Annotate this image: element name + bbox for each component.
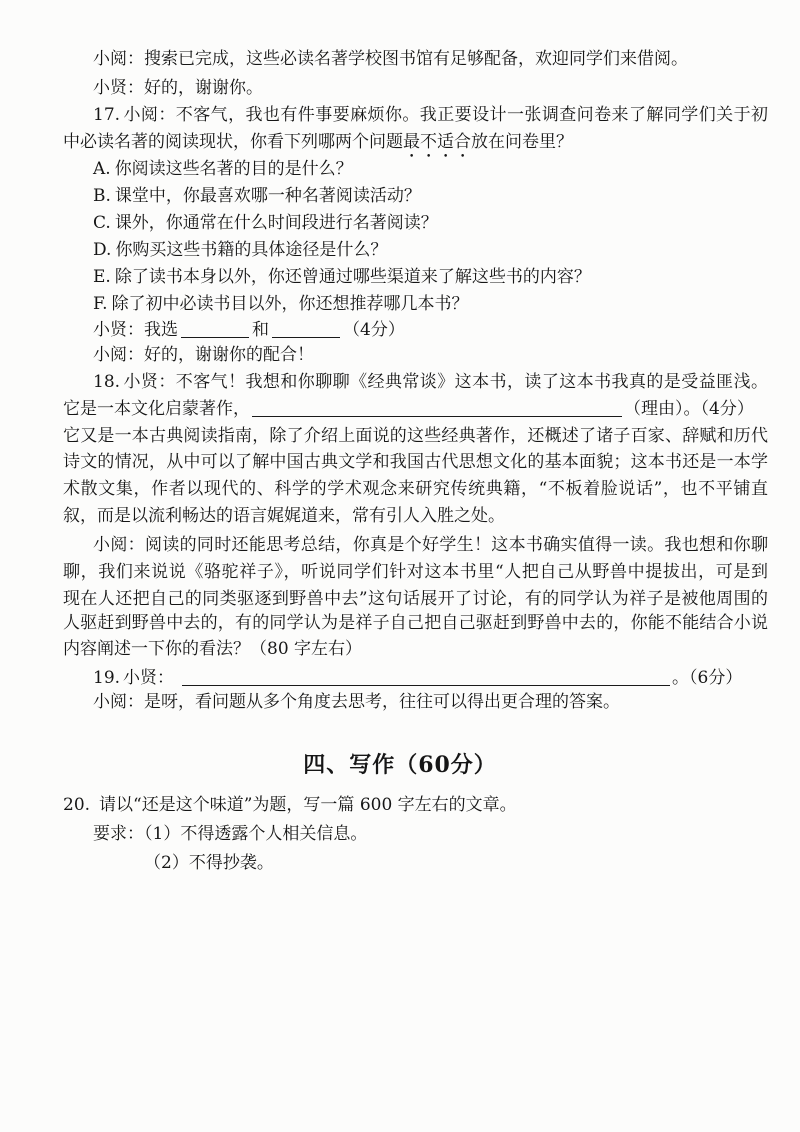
q19-answer-line xyxy=(93,665,742,692)
answer-blank-reason xyxy=(252,399,622,417)
option-text: 课堂中，你最喜欢哪一种名著阅读活动？ xyxy=(114,186,421,206)
q17-stem-line-2 xyxy=(63,129,573,156)
question-number-20: 20. xyxy=(63,795,91,815)
score-label: （4分） xyxy=(343,320,405,340)
requirement-item: （2）不得抄袭。 xyxy=(144,853,274,873)
q17-option-a xyxy=(93,156,353,183)
option-label: D. xyxy=(93,240,112,260)
q18-blank-prefix: 它是一本文化启蒙著作， xyxy=(63,399,250,419)
question-number-17: 17. xyxy=(93,105,121,125)
q17-stem-text: 放在问卷里？ xyxy=(471,132,573,152)
q17-option-f xyxy=(93,291,469,318)
dialogue-line: 小贤：好的，谢谢你。 xyxy=(93,78,263,98)
q17-stem-line-1 xyxy=(93,102,768,129)
q17-option-c xyxy=(93,210,438,237)
q18-text: 小贤：不客气！我想和你聊聊《经典常谈》这本书，读了这本书我真的是受益匪浅。 xyxy=(123,372,768,392)
option-label: C. xyxy=(93,213,111,233)
q20-prompt-text: 请以“还是这个味道”为题，写一篇 600 字左右的文章。 xyxy=(99,795,517,815)
option-text: 你购买这些书籍的具体途径是什么？ xyxy=(115,240,388,260)
answer-prefix: 小贤：我选 xyxy=(93,320,178,340)
requirement-item: （1）不得透露个人相关信息。 xyxy=(144,824,368,844)
option-text: 除了初中必读书目以外，你还想推荐哪几本书？ xyxy=(111,294,469,314)
q17-option-d xyxy=(93,237,387,264)
option-text: 除了读书本身以外，你还曾通过哪些渠道来了解这些书的内容？ xyxy=(114,267,591,287)
answer-blank-2 xyxy=(272,320,340,338)
q17-answer-line xyxy=(93,317,405,344)
option-label: F. xyxy=(93,294,108,314)
q17-option-e xyxy=(93,264,591,291)
q18-blank-line xyxy=(63,396,754,423)
option-label: B. xyxy=(93,186,111,206)
q19-prompt-line: 人驱赶到野兽中去的，有的同学认为是祥子自己把自己驱赶到野兽中去的，你能不能结合小说 xyxy=(63,613,768,633)
question-number-19: 19. xyxy=(93,668,121,688)
q18-passage-line: 术散文集，作者以现代的、科学的学术观念来研究传统典籍，“不板着脸说话”，也不平铺直 xyxy=(63,479,768,499)
q19-reply-line: 小阅：是呀，看问题从多个角度去思考，往往可以得出更合理的答案。 xyxy=(93,692,620,712)
answer-blank-1 xyxy=(181,320,249,338)
q18-passage-line: 叙，而是以流利畅达的语言娓娓道来，常有引人入胜之处。 xyxy=(63,506,505,526)
q20-requirement-line xyxy=(93,821,367,848)
q19-prompt-line: 内容阐述一下你的看法？（80 字左右） xyxy=(63,639,363,659)
option-label: E. xyxy=(93,267,111,287)
dialogue-line: 小阅：搜索已完成，这些必读名著学校图书馆有足够配备，欢迎同学们来借阅。 xyxy=(93,49,688,69)
score-label: 。（6分） xyxy=(672,668,743,688)
q17-reply-line: 小阅：好的，谢谢你的配合！ xyxy=(93,345,314,365)
q17-option-b xyxy=(93,183,421,210)
option-label: A. xyxy=(93,159,111,179)
option-text: 课外，你通常在什么时间段进行名著阅读？ xyxy=(114,213,438,233)
answer-blank-long xyxy=(182,668,670,686)
question-number-18: 18. xyxy=(93,372,121,392)
q17-emphasis-text: 最不适合 xyxy=(403,132,471,152)
q20-prompt-line xyxy=(63,792,517,819)
q19-prompt-line: 聊，我们来说说《骆驼祥子》，听说同学们针对这本书里“人把自己从野兽中提拔出，可是到 xyxy=(63,562,768,582)
q18-passage-line: 诗文的情况，从中可以了解中国古典文学和我国古代思想文化的基本面貌；这本书还是一本学 xyxy=(63,452,768,472)
q18-line-1 xyxy=(93,369,768,396)
answer-prefix: 小贤： xyxy=(123,668,175,688)
q17-stem-text: 小阅：不客气，我也有件事要麻烦你。我正要设计一张调查问卷来了解同学们关于初 xyxy=(123,105,768,125)
q19-prompt-line: 现在人还把自己的同类驱逐到野兽中去”这句话展开了讨论，有的同学认为祥子是被他周围的 xyxy=(63,589,768,609)
q17-stem-text: 中必读名著的阅读现状，你看下列哪两个问题 xyxy=(63,132,403,152)
section-heading-writing: 四、写作（60分） xyxy=(303,752,497,778)
q19-prompt-line: 小阅：阅读的同时还能思考总结，你真是个好学生！这本书确实值得一读。我也想和你聊 xyxy=(93,535,768,555)
option-text: 你阅读这些名著的目的是什么？ xyxy=(114,159,353,179)
answer-joiner: 和 xyxy=(252,320,269,340)
score-label: （理由）。（4分） xyxy=(624,399,754,419)
requirements-label: 要求： xyxy=(93,824,144,844)
q18-passage-line: 它又是一本古典阅读指南，除了介绍上面说的这些经典著作，还概述了诸子百家、辞赋和历代 xyxy=(63,426,768,446)
